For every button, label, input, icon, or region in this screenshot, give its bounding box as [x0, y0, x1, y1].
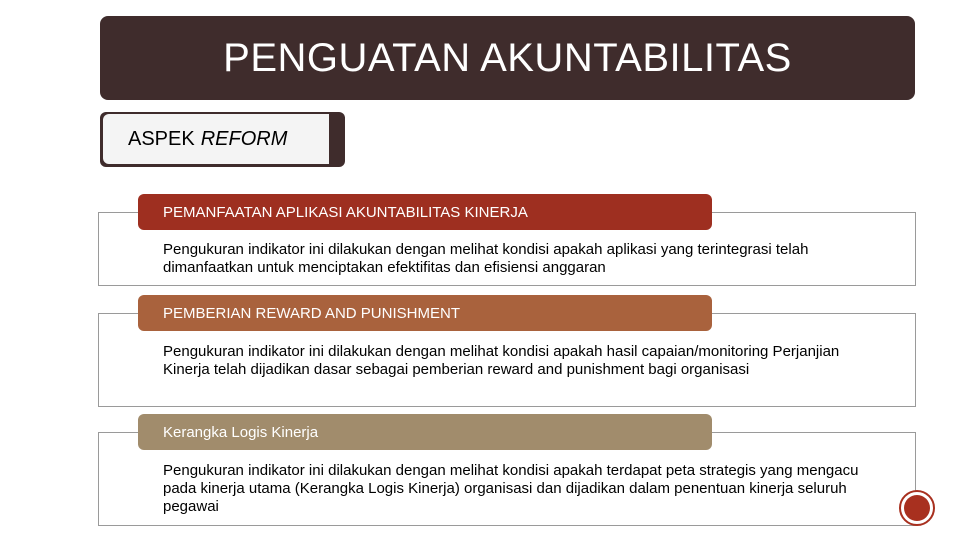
section-header-1 [138, 194, 712, 230]
page-number [904, 495, 930, 521]
aspek-reform-box [100, 112, 345, 167]
section-header-2-text: PEMBERIAN REWARD AND PUNISHMENT [163, 304, 460, 322]
page-title: PENGUATAN AKUNTABILITAS [223, 35, 792, 80]
section-header-3-text: Kerangka Logis Kinerja [163, 423, 319, 441]
page-number-badge [899, 490, 935, 526]
section-description-2: Pengukuran indikator ini dilakukan dengan melihat kondisi apakah hasil capaian/monitoring Perjanjian Kinerja telah dijadikan dasar sebagai pemberian reward and punishment bagi organisasi [163, 343, 840, 378]
section-description-1: Pengukuran indikator ini dilakukan dengan melihat kondisi apakah aplikasi yang terintegrasi telah dimanfaatkan untuk menciptakan efektifitas dan efisiensi anggaran [163, 241, 809, 276]
section-header-2 [138, 295, 712, 331]
section-header-3 [138, 414, 712, 450]
aspek-label: ASPEK [128, 127, 195, 150]
section-header-1-text: PEMANFAATAN APLIKASI AKUNTABILITAS KINERJA [163, 203, 528, 221]
aspek-label-italic: REFORM [200, 127, 288, 150]
aspek-reform-label [103, 114, 329, 164]
section-description-3: Pengukuran indikator ini dilakukan dengan melihat kondisi apakah terdapat peta strategis yang mengacu pada kinerja utama (Kerangka Logis Kinerja) organisasi dan dijadikan dalam penentuan kinerja seluruh pegawai [163, 462, 859, 515]
title-banner [100, 16, 915, 100]
